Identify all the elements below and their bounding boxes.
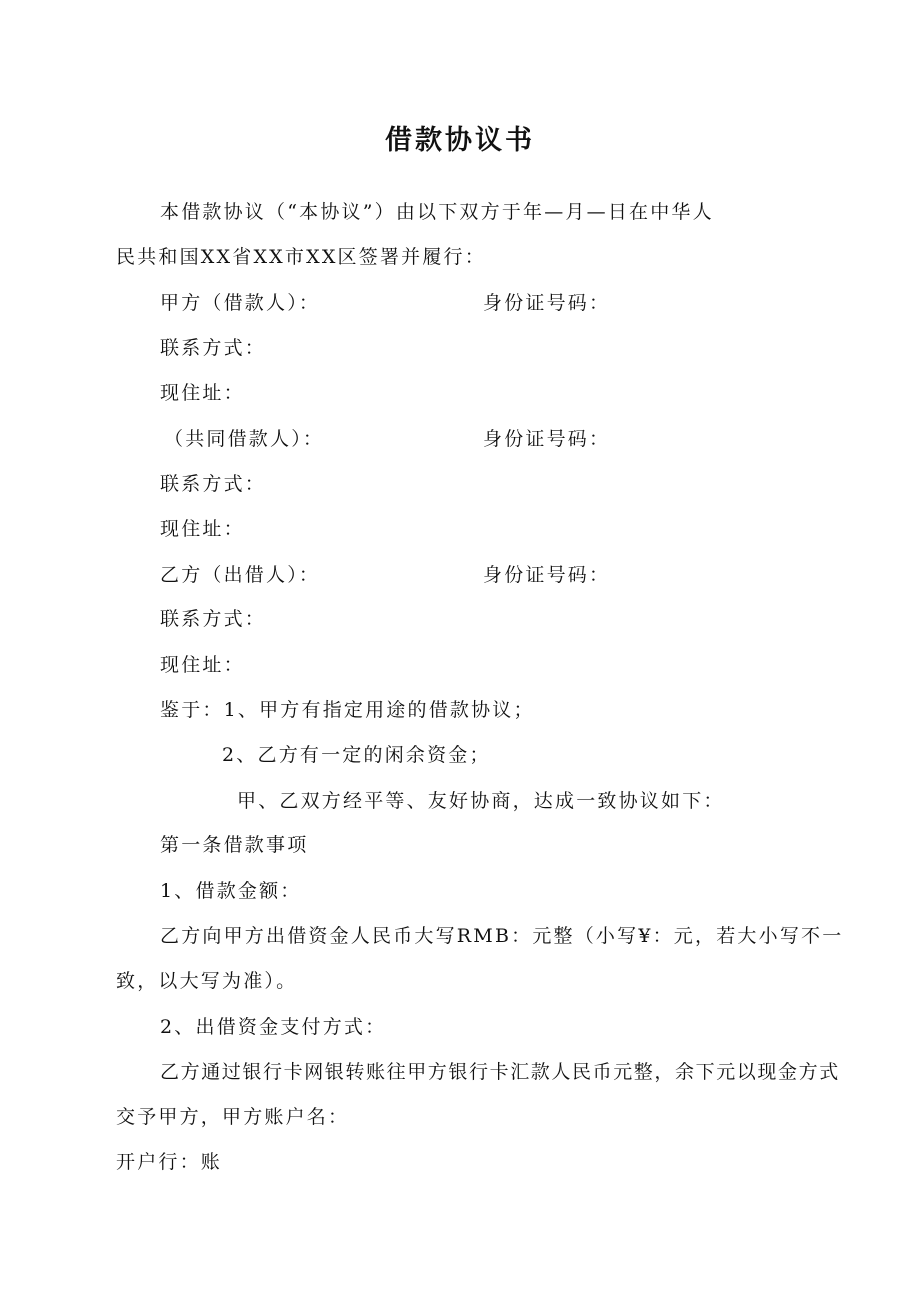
document-title: 借款协议书 [385,125,535,156]
whereas-clause-1: 鉴于：1、甲方有指定用途的借款协议； [160,699,535,721]
item-1-text-line-2: 致，以大写为准）。 [116,970,298,992]
party-a-label: 甲方（借款人）： [160,292,321,314]
intro-line-2: 民共和国XX省XX市XX区签署并履行： [116,246,486,268]
party-b-contact-label: 联系方式： [160,608,267,630]
agreement-statement: 甲、乙双方经平等、友好协商，达成一致协议如下： [237,790,725,812]
party-b-label: 乙方（出借人）： [160,564,321,586]
item-2-text-line-3: 开户行：账 [116,1151,223,1173]
co-borrower-id-label: 身份证号码： [483,428,611,450]
item-2-title: 2、出借资金支付方式： [160,1016,387,1038]
intro-line-1: 本借款协议（“本协议”）由以下双方于年—月—日在中华人 [160,201,714,223]
party-a-address-label: 现住址： [160,382,245,404]
item-1-title: 1、借款金额： [160,880,302,902]
item-2-text-line-2: 交予甲方，甲方账户名： [116,1106,350,1128]
item-2-text-line-1: 乙方通过银行卡网银转账往甲方银行卡汇款人民币元整，余下元以现金方式 [160,1061,840,1083]
whereas-clause-2: 2、乙方有一定的闲余资金； [222,744,491,766]
item-1-text-line-1: 乙方向甲方出借资金人民币大写RMB：元整（小写¥：元，若大小写不一 [160,925,844,947]
article-1-title: 第一条借款事项 [160,834,309,856]
co-borrower-label: （共同借款人）： [164,428,325,450]
party-a-id-label: 身份证号码： [483,292,611,314]
co-borrower-address-label: 现住址： [160,518,245,540]
party-b-address-label: 现住址： [160,654,245,676]
party-b-id-label: 身份证号码： [483,564,611,586]
party-a-contact-label: 联系方式： [160,337,267,359]
co-borrower-contact-label: 联系方式： [160,473,267,495]
